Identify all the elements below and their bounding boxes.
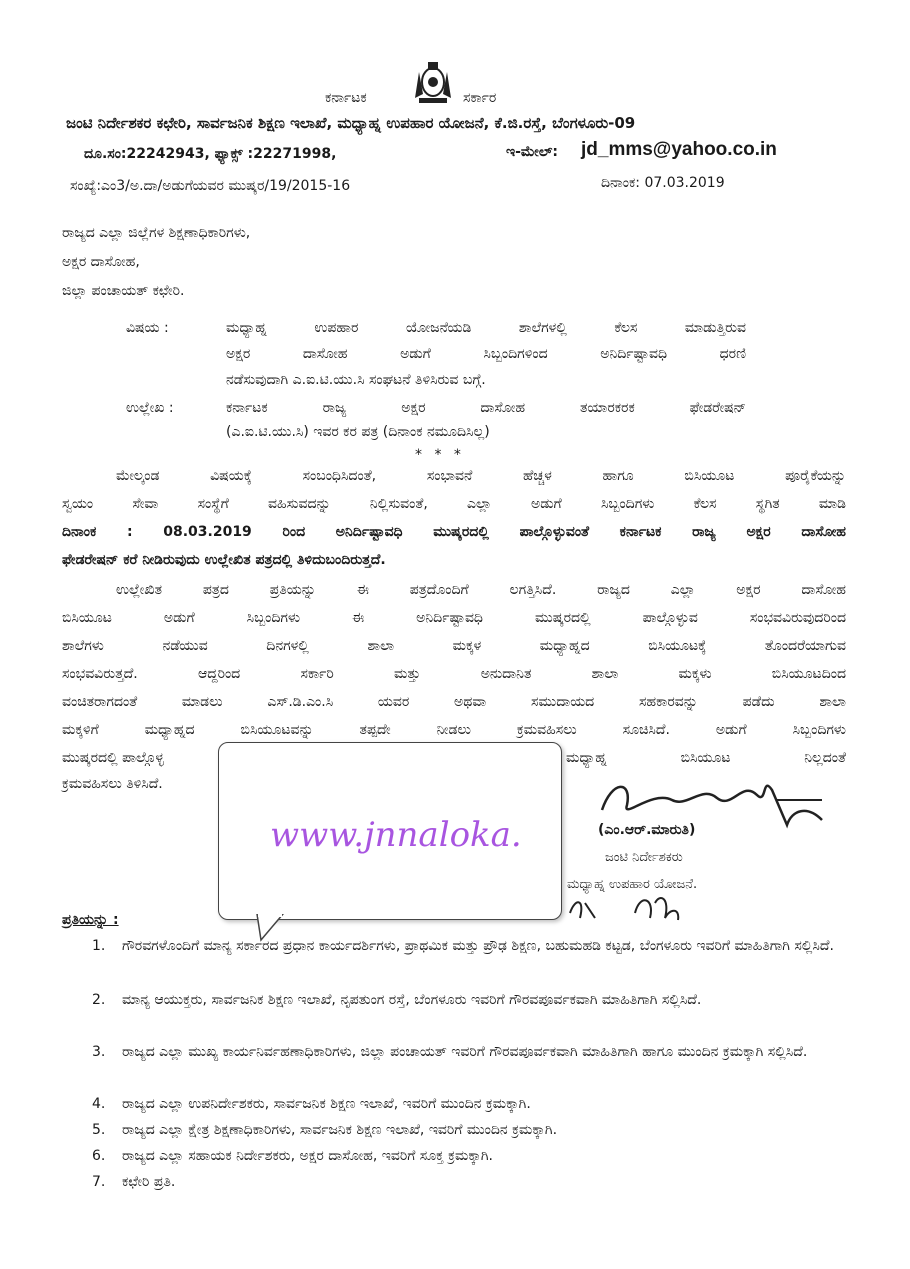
body-line: ಫೇಡರೇಷನ್ ಕರೆ ನೀಡಿರುವುದು ಉಲ್ಲೇಖಿತ ಪತ್ರದಲ್ಲಿ ತಿಳಿದುಬಂದಿರುತ್ತದೆ.: [62, 552, 386, 568]
body-line: ಬಿಸಿಯೂಟ ಅಡುಗೆ ಸಿಬ್ಬಂದಿಗಳು ಈ ಅನಿರ್ದಿಷ್ಟಾವಧಿ ಮುಷ್ಕರದಲ್ಲಿ ಪಾಲ್ಗೊಳ್ಳುವ ಸಂಭವವಿರುವುದರಿಂದ: [62, 610, 846, 626]
subject-label: ವಿಷಯ :: [126, 320, 169, 336]
copy-item: ಮಾನ್ಯ ಆಯುಕ್ತರು, ಸಾರ್ವಜನಿಕ ಶಿಕ್ಷಣ ಇಲಾಖೆ, ನೃಪತುಂಗ ರಸ್ತೆ, ಬೆಂಗಳೂರು ಇವರಿಗೆ ಗೌರವಪೂರ್ವಕವಾಗಿ ಮಾಹಿತಿಗಾಗಿ ಸಲ್ಲಿಸಿದೆ.: [122, 992, 702, 1008]
reference-number: ಸಂಖ್ಯೆ:ಎಂ3/ಅ.ದಾ/ಅಡುಗೆಯವರ ಮುಷ್ಕರ/19/2015-16: [70, 178, 351, 194]
copy-number: 2.: [92, 992, 106, 1008]
reference-label: ಉಲ್ಲೇಖ :: [126, 400, 174, 416]
addressee-line: ಜಿಲ್ಲಾ ಪಂಚಾಯತ್ ಕಛೇರಿ.: [62, 283, 185, 299]
govt-label-right: ಸರ್ಕಾರ: [463, 90, 497, 106]
separator: * * *: [415, 447, 465, 463]
subject-line: ಮಧ್ಯಾಹ್ನ ಉಪಹಾರ ಯೋಜನೆಯಡಿ ಶಾಲೆಗಳಲ್ಲಿ ಕೆಲಸ ಮಾಡುತ್ತಿರುವ: [226, 320, 746, 336]
body-line: ಸಂಭವವಿರುತ್ತದೆ. ಆದ್ದರಿಂದ ಸರ್ಕಾರಿ ಮತ್ತು ಅನುದಾನಿತ ಶಾಲಾ ಮಕ್ಕಳು ಬಿಸಿಯೂಟದಿಂದ: [62, 666, 846, 682]
copy-item: ಕಛೇರಿ ಪ್ರತಿ.: [122, 1174, 176, 1190]
copy-item: ರಾಜ್ಯದ ಎಲ್ಲಾ ಮುಖ್ಯ ಕಾರ್ಯನಿರ್ವಹಣಾಧಿಕಾರಿಗಳು, ಜಿಲ್ಲಾ ಪಂಚಾಯತ್ ಇವರಿಗೆ ಗೌರವಪೂರ್ವಕವಾಗಿ ಮಾಹಿತಿಗಾಗಿ ಹಾಗೂ ಮುಂದಿನ ಕ್ರಮಕ್ಕಾಗಿ ಸಲ್ಲಿಸಿದೆ.: [122, 1044, 808, 1060]
subject-line: ಅಕ್ಷರ ದಾಸೋಹ ಅಡುಗೆ ಸಿಬ್ಬಂದಿಗಳಿಂದ ಅನಿರ್ದಿಷ್ಟಾವಧಿ ಧರಣಿ: [226, 346, 746, 362]
signatory-title: ಜಂಟಿ ನಿರ್ದೇಶಕರು: [605, 850, 683, 865]
initials-icon: [560, 888, 720, 928]
reference-line: ಕರ್ನಾಟಕ ರಾಜ್ಯ ಅಕ್ಷರ ದಾಸೋಹ ತಯಾರಕರಕ ಫೇಡರೇಷನ್: [226, 400, 746, 416]
copy-number: 1.: [92, 938, 106, 954]
body-line: ಶಾಲೆಗಳು ನಡೆಯುವ ದಿನಗಳಲ್ಲಿ ಶಾಲಾ ಮಕ್ಕಳ ಮಧ್ಯಾಹ್ನದ ಬಿಸಿಯೂಟಕ್ಕೆ ತೊಂದರೆಯಾಗುವ: [62, 638, 846, 654]
addressee-line: ರಾಜ್ಯದ ಎಲ್ಲಾ ಜಿಲ್ಲೆಗಳ ಶಿಕ್ಷಣಾಧಿಕಾರಿಗಳು,: [62, 225, 251, 241]
body-line: ಸ್ವಯಂ ಸೇವಾ ಸಂಸ್ಥೆಗೆ ವಹಿಸುವದನ್ನು ನಿಲ್ಲಿಸುವಂತೆ, ಎಲ್ಲಾ ಅಡುಗೆ ಸಿಬ್ಬಂದಿಗಳು ಕೆಲಸ ಸ್ಥಗಿತ ಮಾಡಿ: [62, 496, 846, 512]
body-line: ಮುಷ್ಕರದಲ್ಲಿ ಪಾಲ್ಗೊಳ್ಳ: [62, 750, 164, 766]
copy-number: 4.: [92, 1096, 106, 1112]
body-line: ವಂಚಿತರಾಗದಂತೆ ಮಾಡಲು ಎಸ್.ಡಿ.ಎಂ.ಸಿ ಯವರ ಅಥವಾ ಸಮುದಾಯದ ಸಹಕಾರವನ್ನು ಪಡೆದು ಶಾಲಾ: [62, 694, 846, 710]
email-label: ಇ-ಮೇಲ್:: [506, 144, 559, 160]
addressee-line: ಅಕ್ಷರ ದಾಸೋಹ,: [62, 254, 140, 270]
signatory-scheme: ಮಧ್ಯಾಹ್ನ ಉಪಹಾರ ಯೋಜನೆ.: [567, 877, 698, 892]
body-line: ಉಲ್ಲೇಖಿತ ಪತ್ರದ ಪ್ರತಿಯನ್ನು ಈ ಪತ್ರದೊಂದಿಗೆ ಲಗತ್ತಿಸಿದೆ. ರಾಜ್ಯದ ಎಲ್ಲಾ ಅಕ್ಷರ ದಾಸೋಹ: [116, 582, 846, 598]
copy-number: 3.: [92, 1044, 106, 1060]
watermark-text: www.jnnaloka.: [270, 815, 522, 855]
body-line: ಮಧ್ಯಾಹ್ನ ಬಿಸಿಯೂಟ ನಿಲ್ಲದಂತೆ: [566, 750, 846, 766]
govt-label-left: ಕರ್ನಾಟಕ: [325, 90, 367, 106]
email-address: jd_mms@yahoo.co.in: [581, 139, 777, 160]
signatory-name: (ಎಂ.ಆರ್.ಮಾರುತಿ): [598, 822, 696, 838]
copy-item: ರಾಜ್ಯದ ಎಲ್ಲಾ ಸಹಾಯಕ ನಿರ್ದೇಶಕರು, ಅಕ್ಷರ ದಾಸೋಹ, ಇವರಿಗೆ ಸೂಕ್ತ ಕ್ರಮಕ್ಕಾಗಿ.: [122, 1148, 493, 1164]
copy-item: ರಾಜ್ಯದ ಎಲ್ಲಾ ಕ್ಷೇತ್ರ ಶಿಕ್ಷಣಾಧಿಕಾರಿಗಳು, ಸಾರ್ವಜನಿಕ ಶಿಕ್ಷಣ ಇಲಾಖೆ, ಇವರಿಗೆ ಮುಂದಿನ ಕ್ರಮಕ್ಕಾಗಿ.: [122, 1122, 558, 1138]
letter-date: ದಿನಾಂಕ: 07.03.2019: [601, 175, 725, 191]
body-line: ಕ್ರಮವಹಿಸಲು ತಿಳಿಸಿದೆ.: [62, 776, 163, 792]
copy-item: ಗೌರವಗಳೊಂದಿಗೆ ಮಾನ್ಯ ಸರ್ಕಾರದ ಪ್ರಧಾನ ಕಾರ್ಯದರ್ಶಿಗಳು, ಪ್ರಾಥಮಿಕ ಮತ್ತು ಪ್ರೌಢ ಶಿಕ್ಷಣ, ಬಹುಮಹಡಿ ಕಟ್ಟಡ, ಬೆಂಗಳೂರು ಇವರಿಗೆ ಮಾಹಿತಿಗಾಗಿ ಸಲ್ಲಿಸಿದೆ.: [122, 938, 834, 954]
body-line: ಮಕ್ಕಳಿಗೆ ಮಧ್ಯಾಹ್ನದ ಬಿಸಿಯೂಟವನ್ನು ತಪ್ಪದೇ ನೀಡಲು ಕ್ರಮವಹಿಸಲು ಸೂಚಿಸಿದೆ. ಅಡುಗೆ ಸಿಬ್ಬಂದಿಗಳು: [62, 722, 846, 738]
subject-line: ನಡೆಸುವುದಾಗಿ ಎ.ಐ.ಟಿ.ಯು.ಸಿ ಸಂಘಟನೆ ತಿಳಿಸಿರುವ ಬಗ್ಗೆ.: [226, 372, 486, 388]
copies-heading: ಪ್ರತಿಯನ್ನು :: [62, 912, 119, 928]
body-line: ಮೇಲ್ಕಂಡ ವಿಷಯಕ್ಕೆ ಸಂಬಂಧಿಸಿದಂತೆ, ಸಂಭಾವನೆ ಹೆಚ್ಚಳ ಹಾಗೂ ಬಿಸಿಯೂಟ ಪೂರೈಕೆಯನ್ನು: [116, 468, 846, 484]
body-line: ದಿನಾಂಕ : 08.03.2019 ರಿಂದ ಅನಿರ್ದಿಷ್ಟಾವಧಿ ಮುಷ್ಕರದಲ್ಲಿ ಪಾಲ್ಗೊಳ್ಳುವಂತೆ ಕರ್ನಾಟಕ ರಾಜ್ಯ ಅಕ್ಷರ ದಾಸೋಹ: [62, 524, 846, 540]
phone-fax: ದೂ.ಸಂ:22242943, ಫ್ಯಾಕ್ಸ್ :22271998,: [84, 146, 337, 162]
copy-number: 6.: [92, 1148, 106, 1164]
copy-item: ರಾಜ್ಯದ ಎಲ್ಲಾ ಉಪನಿರ್ದೇಶಕರು, ಸಾರ್ವಜನಿಕ ಶಿಕ್ಷಣ ಇಲಾಖೆ, ಇವರಿಗೆ ಮುಂದಿನ ಕ್ರಮಕ್ಕಾಗಿ.: [122, 1096, 531, 1112]
reference-line: (ಎ.ಐ.ಟಿ.ಯು.ಸಿ) ಇವರ ಕರ ಪತ್ರ (ದಿನಾಂಕ ನಮೂದಿಸಿಲ್ಲ): [226, 424, 490, 440]
karnataka-emblem-icon: [411, 58, 455, 106]
copy-number: 5.: [92, 1122, 106, 1138]
copy-number: 7.: [92, 1174, 106, 1190]
office-address: ಜಂಟಿ ನಿರ್ದೇಶಕರ ಕಛೇರಿ, ಸಾರ್ವಜನಿಕ ಶಿಕ್ಷಣ ಇಲಾಖೆ, ಮಧ್ಯಾಹ್ನ ಉಪಹಾರ ಯೋಜನೆ, ಕೆ.ಜಿ.ರಸ್ತೆ, ಬೆಂಗಳೂರು-09: [66, 114, 636, 132]
